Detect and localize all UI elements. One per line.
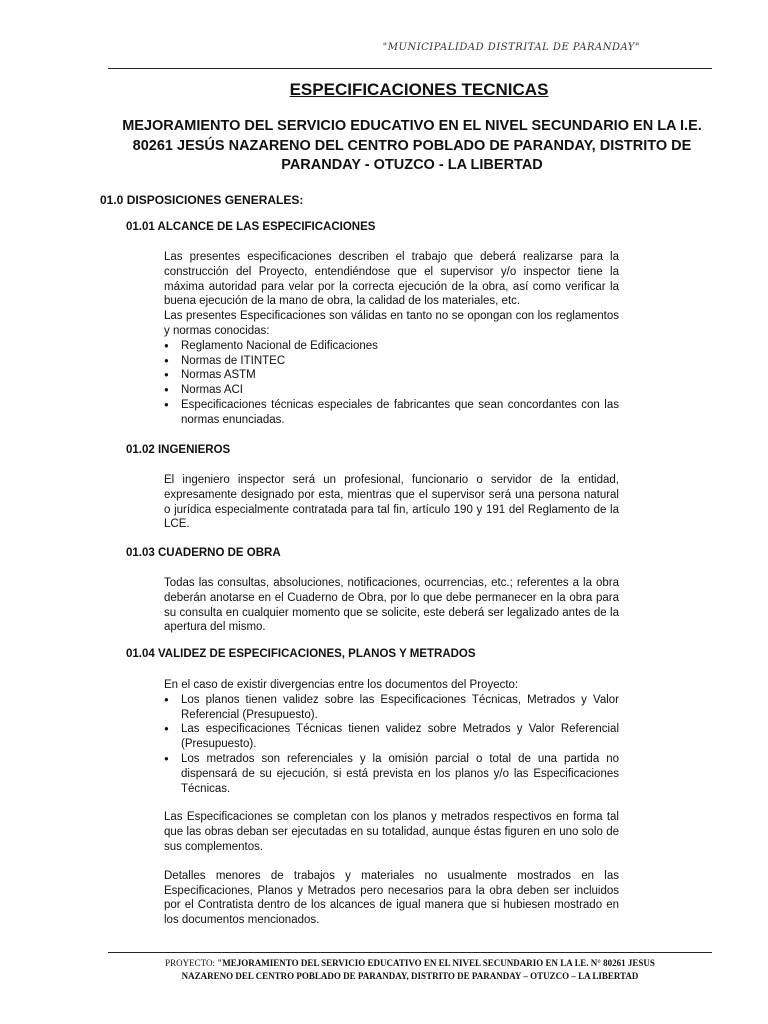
list-item: ● Normas de ITINTEC	[164, 354, 619, 369]
paragraph: Las Especificaciones se completan con los planos y metrados respectivos en forma tal que las obras deban ser ejecutadas en su totalidad, aunque éstas figuren en uno solo de sus complementos.	[164, 811, 619, 853]
list-item: ● Especificaciones técnicas especiales de fabricantes que sean concordantes con las normas enunciadas.	[164, 398, 619, 428]
footer-line-1: "MEJORAMIENTO DEL SERVICIO EDUCATIVO EN EL NIVEL SECUNDARIO EN LA I.E. N° 80261 JESUS	[214, 958, 655, 968]
page-header: "MUNICIPALIDAD DISTRITAL DE PARANDAY"	[382, 42, 640, 53]
list-item: ● Normas ACI	[164, 383, 619, 398]
list-item: ● Las especificaciones Técnicas tienen validez sobre Metrados y Valor Referencial (Presupuesto).	[164, 722, 619, 752]
subsection-body-0104	[164, 678, 619, 928]
footer-line-2: NAZARENO DEL CENTRO POBLADO DE PARANDAY, DISTRITO DE PARANDAY – OTUZCO – LA LIBERTAD	[181, 971, 639, 981]
paragraph: Las presentes Especificaciones son válidas en tanto no se opongan con los reglamentos y normas conocidas:	[164, 310, 619, 337]
subsection-body-0103	[164, 576, 619, 635]
bullet-list	[164, 339, 619, 428]
project-title: MEJORAMIENTO DEL SERVICIO EDUCATIVO EN EL NIVEL SECUNDARIO EN LA I.E. 80261 JESÚS NAZARENO DEL CENTRO POBLADO DE PARANDAY, DISTRITO DE PARANDAY - OTUZCO - LA LIBERTAD	[122, 118, 702, 173]
list-item: ● Reglamento Nacional de Edificaciones	[164, 339, 619, 354]
list-item: ● Normas ASTM	[164, 368, 619, 383]
page-footer	[108, 957, 712, 983]
subsection-heading-0101: 01.01 ALCANCE DE LAS ESPECIFICACIONES	[126, 221, 376, 233]
subsection-heading-0104: 01.04 VALIDEZ DE ESPECIFICACIONES, PLANOS Y METRADOS	[126, 648, 476, 660]
paragraph: Todas las consultas, absoluciones, notificaciones, ocurrencias, etc.; referentes a la obra deberán anotarse en el Cuaderno de Obra, por lo que debe permanecer en la obra para su consulta en cualquier momento que se solicite, este deberá ser legalizado antes de la apertura del mismo.	[164, 577, 619, 634]
subsection-heading-0103: 01.03 CUADERNO DE OBRA	[126, 547, 281, 559]
paragraph: Detalles menores de trabajos y materiales no usualmente mostrados en las Especificaciones, Planos y Metrados pero necesarios para la obra deben ser incluidos por el Contratista dentro de los alcances de igual manera que si hubiesen mostrado en los documentos mencionados.	[164, 869, 619, 927]
footer-divider	[108, 952, 712, 953]
bullet-list	[164, 693, 619, 797]
header-divider	[108, 68, 712, 69]
list-item: ● Los metrados son referenciales y la omisión parcial o total de una partida no dispensará de su ejecución, si está prevista en los planos y/o las Especificaciones Técnicas.	[164, 752, 619, 796]
subsection-body-0101	[164, 250, 619, 428]
list-item: ● Los planos tienen validez sobre las Especificaciones Técnicas, Metrados y Valor Referencial (Presupuesto).	[164, 693, 619, 723]
subsection-body-0102	[164, 473, 619, 532]
section-heading: 01.0 DISPOSICIONES GENERALES:	[100, 193, 304, 207]
subsection-heading-0102: 01.02 INGENIEROS	[126, 444, 231, 456]
paragraph: En el caso de existir divergencias entre los documentos del Proyecto:	[164, 679, 519, 691]
paragraph: El ingeniero inspector será un profesional, funcionario o servidor de la entidad, expresamente designado por esta, mientras que el supervisor será una persona natural o jurídica especialmente contratada para tal fin, artículo 190 y 191 del Reglamento de la LCE.	[164, 474, 619, 531]
footer-label: PROYECTO:	[165, 958, 215, 968]
paragraph: Las presentes especificaciones describen el trabajo que deberá realizarse para la construcción del Proyecto, entendiéndose que el supervisor y/o inspector tiene la máxima autoridad para velar por la correcta ejecución de la obra, así como verificar la buena ejecución de la mano de obra, la calidad de los materiales, etc.	[164, 251, 619, 308]
document-title: ESPECIFICACIONES TECNICAS	[289, 80, 549, 99]
